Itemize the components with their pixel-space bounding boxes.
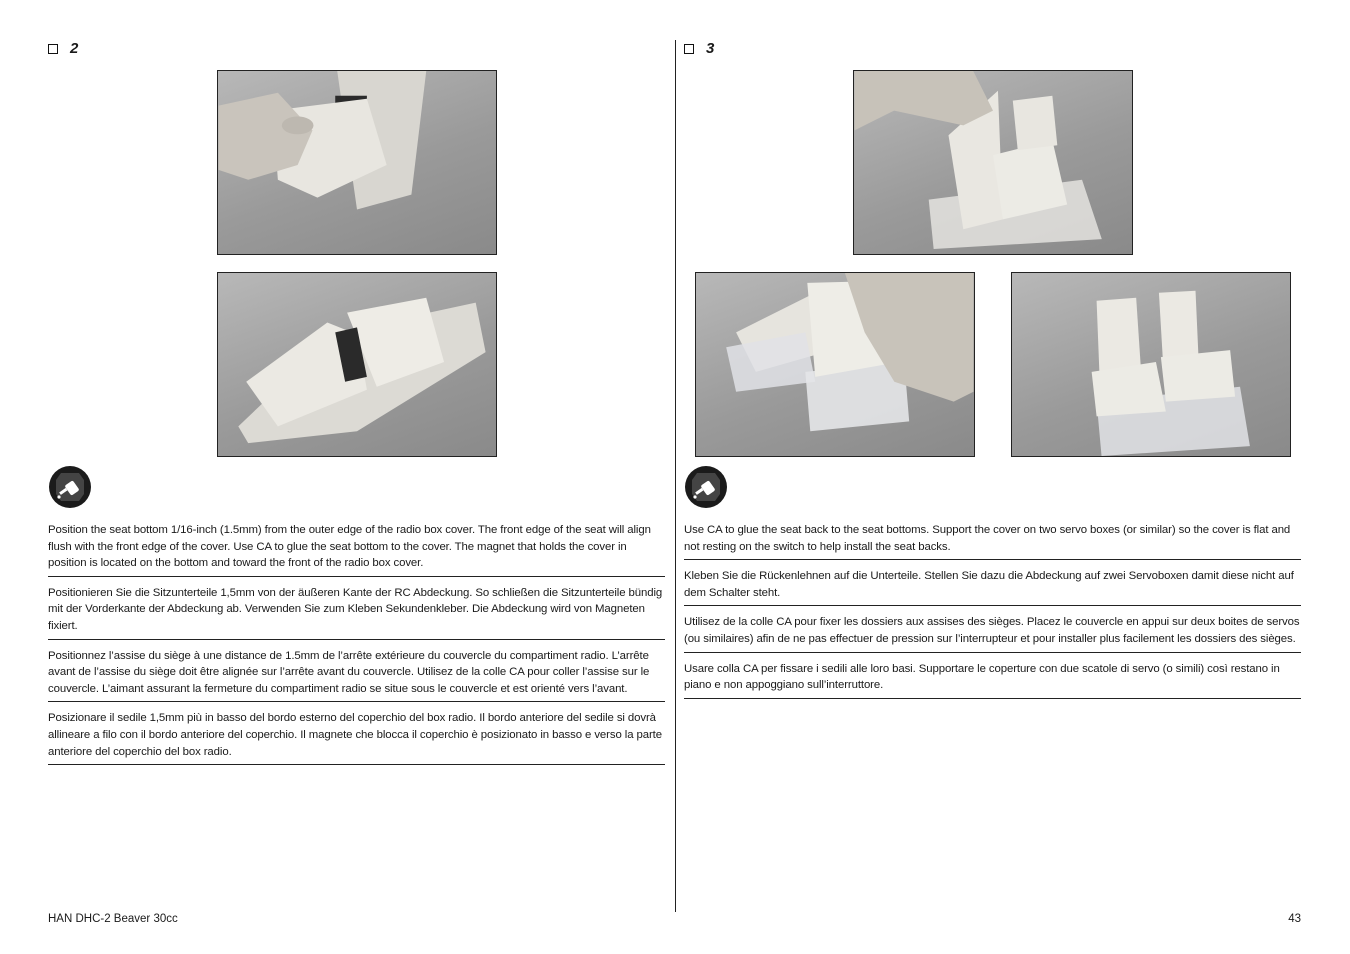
step-number: 3 — [706, 40, 715, 57]
column-divider — [675, 40, 676, 912]
step-3-header — [684, 40, 714, 57]
photo-seats-complete — [1011, 272, 1291, 457]
photo-seat-bottom-placed — [217, 272, 497, 457]
checkbox-icon[interactable] — [48, 44, 58, 54]
paragraph-fr: Positionnez l’assise du siège à une distance de 1.5mm de l’arrête extérieure du couvercle du compartiment radio. L’arrête avant de l’assise du siège doit être alignée sur l’arrête avant du couvercle. Utilisez de la colle CA pour coller l’assise sur le couvercle. L’aimant assurant la fermeture du compartiment radio se situe sous le couvercle et est orienté vers l’avant. — [48, 648, 665, 703]
photo-seat-back-align — [695, 272, 975, 457]
ca-glue-bottle-icon — [49, 466, 91, 508]
photo-seat-bottom-hand — [217, 70, 497, 255]
instructions-step-3 — [684, 522, 1301, 707]
paragraph-fr: Utilisez de la colle CA pour fixer les dossiers aux assises des sièges. Placez le couvercle en appui sur deux boites de servos (ou similaires) afin de ne pas effectuer de pression sur l’interrupteur et pour installer plus facilement les dossiers des sièges. — [684, 614, 1301, 652]
paragraph-it: Usare colla CA per fissare i sedili alle loro basi. Supportare le coperture con due scatole di servo (o simili) così restano in piano e non appoggiano sull’interruttore. — [684, 661, 1301, 699]
paragraph-en: Position the seat bottom 1/16-inch (1.5mm) from the outer edge of the radio box cover. The front edge of the seat will align flush with the front edge of the cover. Use CA to glue the seat bottom to the cover. The magnet that holds the cover in position is located on the bottom and toward the front of the radio box cover. — [48, 522, 665, 577]
checkbox-icon[interactable] — [684, 44, 694, 54]
footer-page-number: 43 — [1288, 913, 1301, 925]
ca-glue-bottle-icon — [685, 466, 727, 508]
paragraph-de: Kleben Sie die Rückenlehnen auf die Unterteile. Stellen Sie dazu die Abdeckung auf zwei Servoboxen damit diese nicht auf dem Schalter steht. — [684, 568, 1301, 606]
step-2-header — [48, 40, 78, 57]
paragraph-de: Positionieren Sie die Sitzunterteile 1,5mm von der äußeren Kante der RC Abdeckung. So schließen die Sitzunterteile bündig mit der Vorderkante der Abdeckung ab. Verwenden Sie zum Kleben Sekundenkleber. Die Abdeckung wird von Magneten fixiert. — [48, 585, 665, 640]
step-number: 2 — [70, 40, 79, 57]
instructions-step-2 — [48, 522, 665, 773]
photo-seat-back-press — [853, 70, 1133, 255]
footer-doc-title: HAN DHC-2 Beaver 30cc — [48, 913, 178, 925]
paragraph-en: Use CA to glue the seat back to the seat bottoms. Support the cover on two servo boxes (or similar) so the cover is flat and not resting on the switch to help install the seat backs. — [684, 522, 1301, 560]
paragraph-it: Posizionare il sedile 1,5mm più in basso del bordo esterno del coperchio del box radio. Il bordo anteriore del sedile si dovrà allineare a filo con il bordo anteriore del coperchio. Il magnete che blocca il coperchio è posizionato in basso e verso la parte anteriore del coperchio del box radio. — [48, 710, 665, 765]
